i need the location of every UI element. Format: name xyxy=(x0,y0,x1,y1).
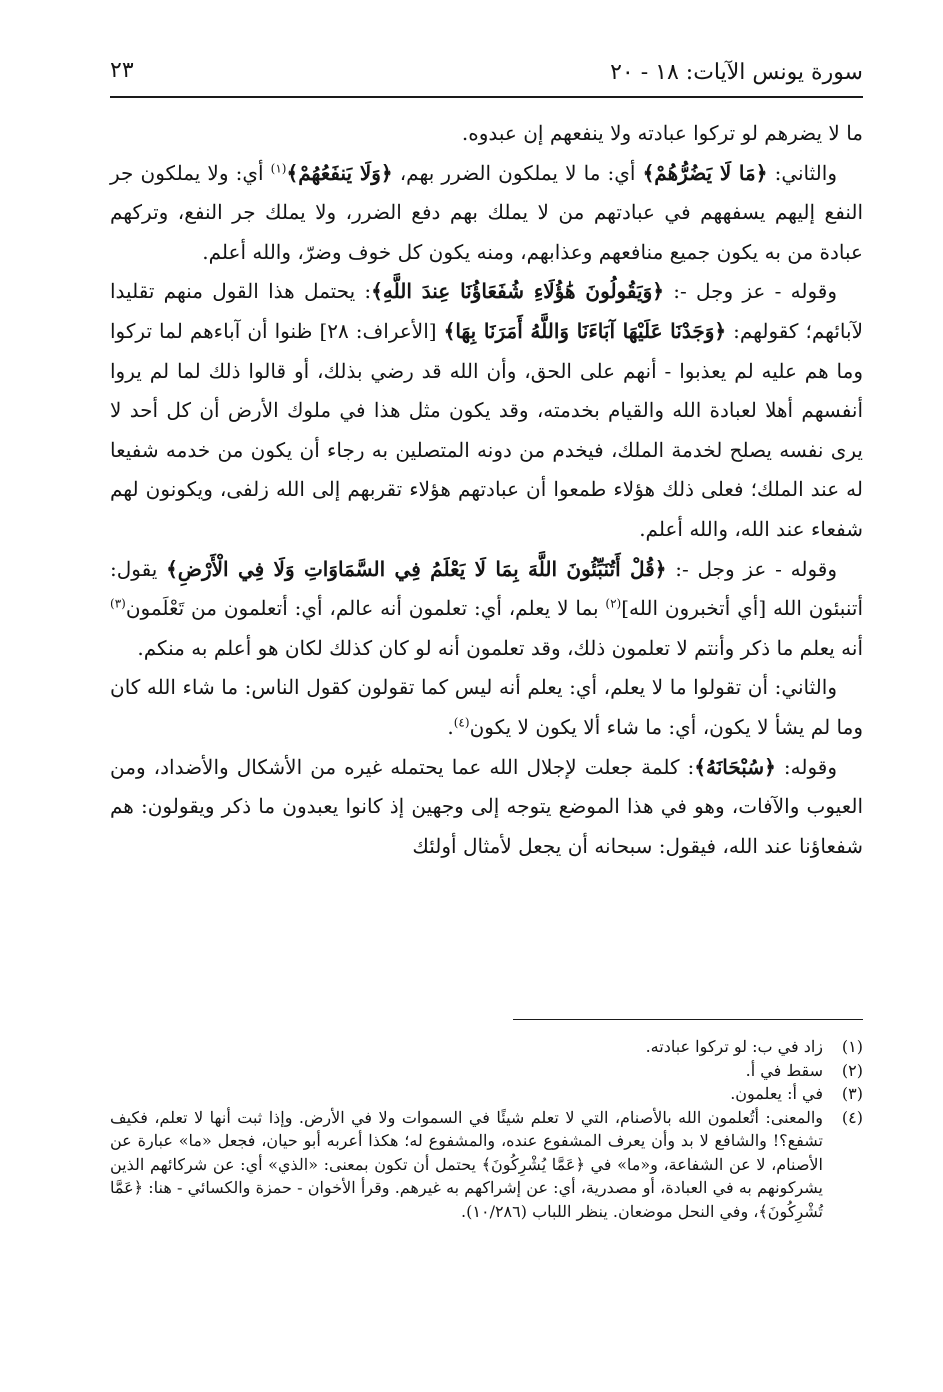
p3-lead: وقوله - عز وجل -: xyxy=(663,279,838,304)
p2-text-c: أي: ولا يملكون جر النفع إليهم يسفههم في عبادتهم من لا يملك بهم دفع الضرر، ولا يملك جر النفع، وتركهم عبادة من به يكون جميع منافعهم وعذابهم، ومنه يكون كل خوف وضرّ، والله أعلم. xyxy=(110,160,864,264)
quran-quote: ﴿سُبْحَانَهُ﴾ xyxy=(694,754,776,779)
footnote-ref-4: (٤) xyxy=(453,715,470,730)
paragraph-4 xyxy=(110,550,863,669)
quran-quote: ﴿مَا لَا يَضُرُّهُمْ﴾ xyxy=(642,160,768,185)
p5-text-a: والثاني: أن تقولوا ما لا يعلم، أي: يعلم أنه ليس كما تقولون كقول الناس: ما شاء الله كان وما لم يشأ لا يكون، أي: ما شاء ألا يكون لا يكون xyxy=(110,675,863,739)
paragraph-3 xyxy=(110,272,863,549)
footnote-ref-1: (١) xyxy=(270,160,287,175)
quran-quote: ﴿قُلْ أَتُنَبِّئُونَ اللَّهَ بِمَا لَا يَعْلَمُ فِي السَّمَاوَاتِ وَلَا فِي الْأَرْضِ﴾ xyxy=(166,556,667,581)
footnote-number: (٣) xyxy=(841,1084,863,1103)
p2-text-b: أي: ما لا يملكون الضرر بهم، xyxy=(392,160,643,185)
p2-lead: والثاني: xyxy=(767,160,837,185)
footnote-divider xyxy=(513,1019,863,1020)
paragraph-1 xyxy=(110,114,863,154)
footnote-number: (٤) xyxy=(841,1107,863,1127)
p4-lead: وقوله - عز وجل -: xyxy=(666,556,838,581)
p3-text-b: : يحتمل هذا القول منهم تقليدا لآبائهم؛ كقولهم: xyxy=(110,279,863,343)
footnote-number: (٢) xyxy=(841,1060,863,1080)
footnote-item xyxy=(110,1106,863,1224)
footnotes xyxy=(110,1035,863,1223)
p6-text-b: : كلمة جعلت لإجلال الله عما يحتمله غيره من الأشكال والأضداد، ومن العيوب والآفات، وهو في هذا الموضع يتوجه إلى وجهين إذ كانوا يعبدون ما ذكر ويقولون: هم شفعاؤنا عند الله، فيقول: سبحانه أن يجعل لأمثال أولئك xyxy=(110,754,863,858)
footnote-text: سقط في أ. xyxy=(745,1060,823,1080)
p3-text-c: [الأعراف: ٢٨] ظنوا أن آباءهم لما تركوا وما هم عليه لم يعذبوا - أنهم على الحق، وأن الله قد رضي بذلك، أو قالوا ذلك لما لم يروا أنفسهم أهلا لعبادة الله والقيام بخدمته، وقد يكون مثل هذا في ملوك الأرض أن كل أحد لا يرى نفسه يصلح لخدمة الملك، فيخدم من دونه المتصلين به رجاء أن يكون من خدمه شفيعا له عند الملك؛ فعلى ذلك هؤلاء طمعوا أن عبادتهم هؤلاء تقربهم إلى الله زلفى، ويكونون لهم شفعاء عند الله، والله أعلم. xyxy=(110,318,863,541)
footnote-text: زاد في ب: لو تركوا عبادته. xyxy=(645,1037,823,1056)
page-number: ٢٣ xyxy=(110,58,134,83)
footnote-text: في أ: يعلمون. xyxy=(730,1084,823,1103)
paragraph-2 xyxy=(110,154,863,273)
paragraph-1-text: ما لا يضرهم لو تركوا عبادته ولا ينفعهم إن عبدوه. xyxy=(461,121,863,145)
footnote-item xyxy=(110,1035,863,1059)
surah-title: سورة يونس الآيات: ١٨ - ٢٠ xyxy=(610,60,863,85)
p5-text-b: . xyxy=(447,714,454,739)
quran-quote: ﴿وَيَقُولُونَ هَٰؤُلَاءِ شُفَعَاؤُنَا عِندَ اللَّهِ﴾ xyxy=(371,279,664,304)
footnote-ref-3: (٣) xyxy=(110,596,126,611)
page-header xyxy=(110,54,863,98)
p4-text-c: بما لا يعلم، أي: تعلمون أنه عالم، أي: أتعلمون من تَعْلَمون xyxy=(125,596,606,621)
footnote-text: والمعنى: أتُعلمون الله بالأصنام، التي لا تعلم شيئًا في السموات ولا في الأرض. وإذا ثبت أنها لا تعلم، فكيف تشفع؟! والشافع لا بد وأن يعرف المشفوع عنده، والمشفوع له؛ هكذا أعربه أبو حيان، فجعل «ما» عبارة عن الأصنام، لا عن الشفاعة، و«ما» في ﴿عَمَّا يُشْرِكُونَ﴾ يحتمل أن تكون بمعنى: «الذي» أي: عن شركائهم الذين يشركونهم به في العبادة، أو مصدرية، أي: عن إشراكهم به غيرهم. وقرأ الأخوان - حمزة والكسائي - هنا: ﴿عَمَّا تُشْرِكُونَ﴾، وفي النحل موضعان. ينظر اللباب (١٠/٢٨٦). xyxy=(110,1107,823,1221)
p6-lead: وقوله: xyxy=(775,754,837,779)
footnote-item xyxy=(110,1059,863,1083)
paragraph-5 xyxy=(110,668,863,747)
p4-text-b: يقول: أتنبئون الله [أي أتخبرون الله] xyxy=(110,556,863,621)
footnote-item xyxy=(110,1082,863,1106)
paragraph-6 xyxy=(110,748,863,867)
quran-quote: ﴿وَلَا يَنفَعُهُمْ﴾ xyxy=(286,160,393,185)
quran-quote: ﴿وَجَدْنَا عَلَيْهَا آبَاءَنَا وَاللَّهُ أَمَرَنَا بِهَا﴾ xyxy=(443,318,727,343)
footnote-ref-2: (٢) xyxy=(605,596,622,611)
footnote-number: (١) xyxy=(841,1037,863,1056)
p4-text-d: أنه يعلم ما ذكر وأنتم لا تعلمون ذلك، وقد تعلمون أنه لو كان كذلك لكان هو أعلم به منكم. xyxy=(137,635,863,660)
main-text xyxy=(110,114,863,866)
